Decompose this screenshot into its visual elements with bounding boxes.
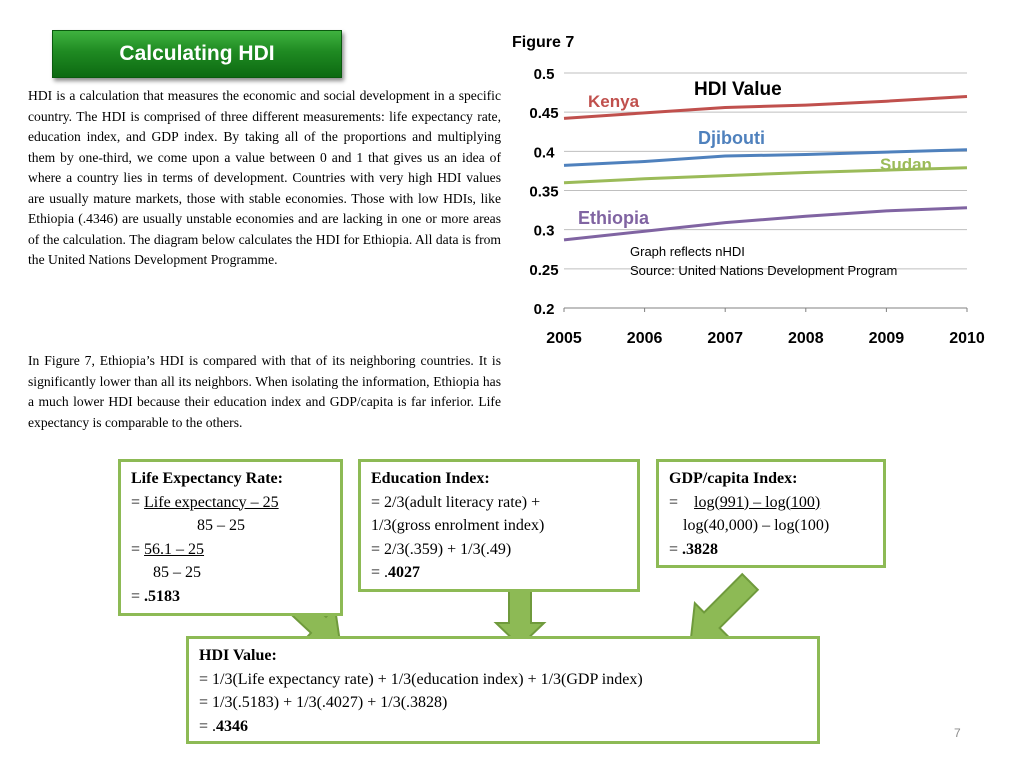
series-label-djibouti: Djibouti <box>698 128 765 148</box>
y-tick-label: 0.45 <box>529 105 559 123</box>
y-tick-label: 0.3 <box>533 222 555 240</box>
x-tick-label: 2006 <box>626 330 663 347</box>
x-tick-label: 2007 <box>707 330 743 347</box>
education-line-3: = 2/3(.359) + 1/3(.49) <box>371 540 512 558</box>
chart-source: Source: United Nations Development Program <box>630 263 898 278</box>
chart-title: HDI Value <box>694 79 782 100</box>
figure-comparison-paragraph: In Figure 7, Ethiopia’s HDI is compared with that of its neighboring countries. It is significantly lower than all its neighbors. When isolating the information, Ethiopia has a much lower HDI because their education index and GDP/capita is far inferior. Life expectancy is comparable to the others. <box>28 353 501 430</box>
hdi-value-box <box>186 636 820 744</box>
education-line-1: = 2/3(adult literacy rate) + <box>371 493 541 511</box>
life-values-numerator: = 56.1 – 25 <box>131 540 205 558</box>
x-tick-label: 2005 <box>546 330 582 347</box>
life-values-denominator: 85 – 25 <box>153 564 201 581</box>
y-tick-label: 0.4 <box>533 144 555 162</box>
page-number: 7 <box>954 726 961 740</box>
education-result: = .4027 <box>371 564 421 581</box>
series-label-ethiopia: Ethiopia <box>578 208 649 228</box>
gdp-formula-numerator: = log(991) – log(100) <box>669 493 821 511</box>
education-heading: Education Index: <box>371 470 490 487</box>
life-result: = .5183 <box>131 587 181 605</box>
hdi-heading: HDI Value: <box>199 647 277 664</box>
gdp-result: = .3828 <box>669 540 719 558</box>
intro-paragraph: HDI is a calculation that measures the economic and social development in a specific country. The HDI is comprised of three different measurements: life expectancy rate, education index, and GDP index. By taking all of the proportions and multiplying them by one-third, we come upon a value between 0 and 1 that gives us an idea of where a country lies in terms of development. Countries with very high HDI values are usually mature markets, those with stable economies. Those with low HDIs, like Ethiopia (.4346) are usually unstable economies and are lacking in one or more areas of the calculation. The diagram below calculates the HDI for Ethiopia. All data is from the United Nations Development Programme. <box>28 88 501 267</box>
gdp-heading: GDP/capita Index: <box>669 470 798 487</box>
figure-label: Figure 7 <box>512 34 575 51</box>
hdi-line-2: = 1/3(.5183) + 1/3(.4027) + 1/3(.3828) <box>199 694 448 711</box>
hdi-line-1: = 1/3(Life expectancy rate) + 1/3(education index) + 1/3(GDP index) <box>199 670 643 688</box>
gdp-formula-denominator: log(40,000) – log(100) <box>683 517 830 534</box>
x-tick-label: 2010 <box>949 330 985 347</box>
y-tick-label: 0.35 <box>529 183 559 201</box>
y-tick-label: 0.25 <box>529 261 559 279</box>
education-line-2: 1/3(gross enrolment index) <box>371 517 545 534</box>
life-expectancy-box <box>118 459 343 616</box>
education-index-box <box>358 459 640 592</box>
y-tick-label: 0.2 <box>533 301 555 318</box>
hdi-result: = .4346 <box>199 717 249 735</box>
life-formula-numerator: = Life expectancy – 25 <box>131 493 279 511</box>
x-tick-label: 2009 <box>868 330 905 347</box>
life-expectancy-heading: Life Expectancy Rate: <box>131 470 283 487</box>
gdp-index-box <box>656 459 886 568</box>
chart-note: Graph reflects nHDI <box>630 244 745 259</box>
series-label-kenya: Kenya <box>588 92 640 111</box>
life-formula-denominator: 85 – 25 <box>197 517 245 534</box>
series-label-sudan: Sudan <box>880 155 932 174</box>
x-tick-label: 2008 <box>788 330 824 347</box>
y-tick-label: 0.5 <box>533 66 555 83</box>
slide-title: Calculating HDI <box>52 30 342 78</box>
